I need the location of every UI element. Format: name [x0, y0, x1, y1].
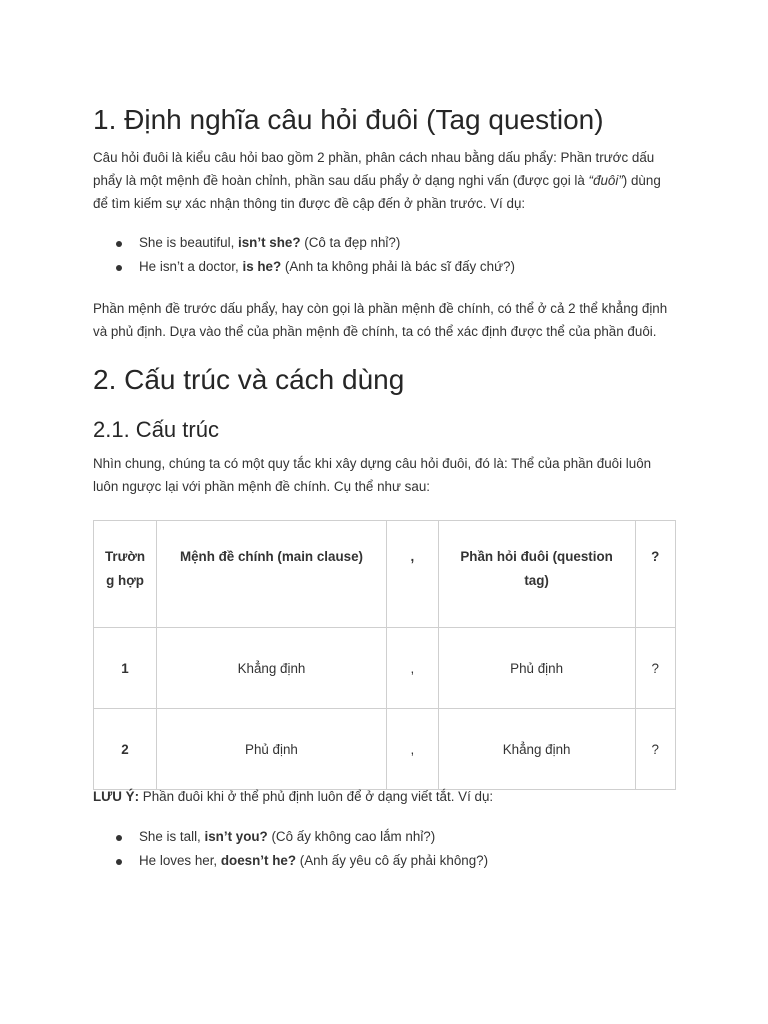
bullet-icon	[116, 241, 122, 247]
table-cell: Khẳng định	[438, 709, 635, 790]
table-header-cell: Phần hỏi đuôi (question tag)	[438, 521, 635, 628]
structure-table	[93, 520, 676, 790]
table-cell: ?	[635, 628, 675, 709]
table-cell: ,	[386, 709, 438, 790]
table-cell: Khẳng định	[157, 628, 387, 709]
list-item	[93, 255, 515, 279]
example-translation: (Cô ta đẹp nhỉ?)	[300, 235, 401, 250]
note-text: Phần đuôi khi ở thể phủ định luôn để ở dạng viết tắt. Ví dụ:	[139, 789, 494, 804]
example-tag-bold: is he?	[242, 259, 282, 274]
table-header-cell: Mệnh đề chính (main clause)	[157, 521, 387, 628]
example-tag-bold: isn’t she?	[238, 235, 301, 250]
example-tag-bold: isn’t you?	[204, 829, 268, 844]
note-label: LƯU Ý:	[93, 789, 140, 804]
section-2-heading: 2. Cấu trúc và cách dùng	[93, 364, 405, 395]
table-cell: ?	[635, 709, 675, 790]
example-tag-bold: doesn’t he?	[220, 853, 297, 868]
section-2-1-heading: 2.1. Cấu trúc	[93, 417, 219, 442]
bullet-icon	[116, 859, 122, 865]
example-translation: (Anh ấy yêu cô ấy phải không?)	[296, 853, 489, 868]
definition-text-end: ) dùng để tìm kiếm sự xác nhận thông tin được đề cập đến ở phần trước. Ví dụ:	[93, 173, 661, 211]
example-translation: (Cô ấy không cao lắm nhỉ?)	[267, 829, 436, 844]
table-header-cell: ?	[635, 521, 675, 628]
bullet-icon	[116, 265, 122, 271]
table-cell: 1	[94, 628, 157, 709]
bullet-icon	[116, 835, 122, 841]
example-text: He isn’t a doctor,	[139, 259, 243, 274]
table-cell: Phủ định	[157, 709, 387, 790]
definition-examples-list	[93, 231, 515, 279]
example-text: She is tall,	[139, 829, 205, 844]
table-header-row	[94, 521, 676, 628]
definition-paragraph	[93, 146, 678, 215]
example-text: He loves her,	[139, 853, 221, 868]
table-row	[94, 709, 676, 790]
table-cell: 2	[94, 709, 157, 790]
table-cell: ,	[386, 628, 438, 709]
example-translation: (Anh ta không phải là bác sĩ đấy chứ?)	[281, 259, 515, 274]
table-header-cell: Trườn g hợp	[94, 521, 157, 628]
definition-text-start: Câu hỏi đuôi là kiểu câu hỏi bao gồm 2 phần, phân cách nhau bằng dấu phẩy: Phần trước dấu phẩy là một mệnh đề hoàn chỉnh, phần sau dấu phẩy ở dạng nghi vấn (được gọi là	[93, 150, 655, 188]
section-1-heading: 1. Định nghĩa câu hỏi đuôi (Tag question)	[93, 104, 604, 135]
definition-term-italic: “đuôi”	[588, 173, 623, 188]
main-clause-paragraph: Phần mệnh đề trước dấu phẩy, hay còn gọi là phần mệnh đề chính, có thể ở cả 2 thể khẳng định và phủ định. Dựa vào thể của phần mệnh đề chính, ta có thể xác định được thể của phần đuôi.	[93, 301, 668, 339]
note-examples-list	[93, 825, 488, 873]
note-paragraph	[93, 785, 678, 808]
structure-paragraph: Nhìn chung, chúng ta có một quy tắc khi xây dựng câu hỏi đuôi, đó là: Thể của phần đuôi luôn luôn ngược lại với phần mệnh đề chính. Cụ thể như sau:	[93, 456, 652, 494]
list-item	[93, 825, 488, 849]
list-item	[93, 231, 515, 255]
list-item	[93, 849, 488, 873]
table-row	[94, 628, 676, 709]
example-text: She is beautiful,	[139, 235, 239, 250]
table-header-cell: ,	[386, 521, 438, 628]
table-cell: Phủ định	[438, 628, 635, 709]
